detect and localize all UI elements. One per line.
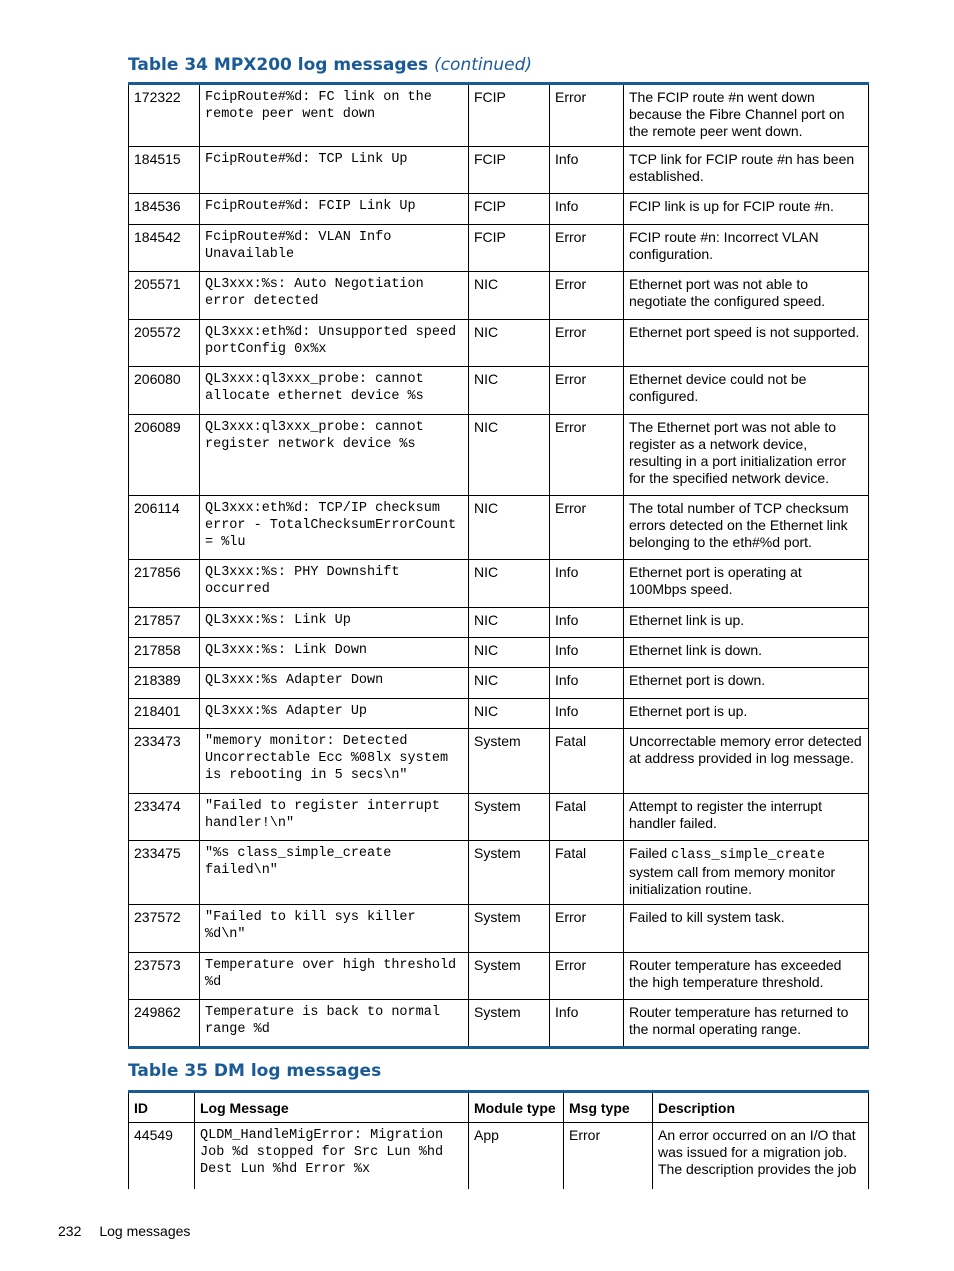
cell-id: 237573 — [129, 953, 200, 1000]
cell-msg-type: Error — [564, 1123, 653, 1190]
cell-log-message: QL3xxx:%s: PHY Downshift occurred — [200, 560, 469, 608]
cell-module-type: System — [469, 794, 550, 841]
table-35-caption: Table 35 DM log messages — [128, 1061, 382, 1081]
cell-description: Ethernet port is down. — [624, 668, 869, 699]
cell-module-type: NIC — [469, 272, 550, 320]
cell-id: 217858 — [129, 638, 200, 668]
cell-description: Router temperature has exceeded the high temperature threshold. — [624, 953, 869, 1000]
cell-module-type: System — [469, 729, 550, 794]
cell-msg-type: Info — [550, 699, 624, 729]
cell-module-type: NIC — [469, 415, 550, 496]
cell-id: 217857 — [129, 608, 200, 638]
table-row — [129, 953, 869, 1000]
table-row — [129, 1123, 869, 1190]
cell-msg-type: Fatal — [550, 841, 624, 905]
cell-description: Ethernet device could not be configured. — [624, 367, 869, 415]
cell-id: 218389 — [129, 668, 200, 699]
cell-description: TCP link for FCIP route #n has been established. — [624, 147, 869, 194]
cell-log-message: "Failed to kill sys killer %d\n" — [200, 905, 469, 953]
cell-description: FCIP link is up for FCIP route #n. — [624, 194, 869, 225]
cell-module-type: NIC — [469, 638, 550, 668]
cell-log-message: FcipRoute#%d: FC link on the remote peer went down — [200, 84, 469, 147]
cell-id: 233473 — [129, 729, 200, 794]
cell-description: Attempt to register the interrupt handler failed. — [624, 794, 869, 841]
cell-description: Failed to kill system task. — [624, 905, 869, 953]
cell-id: 44549 — [129, 1123, 195, 1190]
cell-module-type: NIC — [469, 608, 550, 638]
cell-description: The total number of TCP checksum errors detected on the Ethernet link belonging to the eth#%d port. — [624, 496, 869, 560]
cell-log-message: QL3xxx:%s: Link Down — [200, 638, 469, 668]
cell-log-message: QL3xxx:%s: Link Up — [200, 608, 469, 638]
page-footer — [58, 1223, 190, 1239]
cell-id: 172322 — [129, 84, 200, 147]
cell-msg-type: Error — [550, 415, 624, 496]
cell-msg-type: Info — [550, 638, 624, 668]
table-row — [129, 1000, 869, 1048]
cell-log-message: QL3xxx:ql3xxx_probe: cannot allocate ethernet device %s — [200, 367, 469, 415]
cell-log-message: QLDM_HandleMigError: Migration Job %d stopped for Src Lun %hd Dest Lun %hd Error %x — [195, 1123, 469, 1190]
cell-description: Ethernet port speed is not supported. — [624, 320, 869, 367]
header-description: Description — [653, 1092, 869, 1123]
cell-id: 206089 — [129, 415, 200, 496]
table-row — [129, 225, 869, 272]
cell-log-message: Temperature over high threshold %d — [200, 953, 469, 1000]
cell-module-type: FCIP — [469, 147, 550, 194]
cell-msg-type: Fatal — [550, 729, 624, 794]
cell-msg-type: Info — [550, 608, 624, 638]
cell-log-message: FcipRoute#%d: VLAN Info Unavailable — [200, 225, 469, 272]
cell-id: 206080 — [129, 367, 200, 415]
header-module-type: Module type — [469, 1092, 564, 1123]
cell-msg-type: Error — [550, 905, 624, 953]
cell-module-type: System — [469, 905, 550, 953]
table-row — [129, 320, 869, 367]
cell-description: Ethernet port is operating at 100Mbps speed. — [624, 560, 869, 608]
table-row — [129, 496, 869, 560]
table-row — [129, 841, 869, 905]
cell-module-type: System — [469, 953, 550, 1000]
cell-module-type: NIC — [469, 320, 550, 367]
table-row — [129, 638, 869, 668]
cell-id: 205572 — [129, 320, 200, 367]
cell-log-message: QL3xxx:eth%d: TCP/IP checksum error - TotalChecksumErrorCount = %lu — [200, 496, 469, 560]
cell-module-type: System — [469, 1000, 550, 1048]
cell-id: 217856 — [129, 560, 200, 608]
cell-log-message: QL3xxx:%s Adapter Down — [200, 668, 469, 699]
cell-id: 184536 — [129, 194, 200, 225]
table-35 — [128, 1090, 869, 1189]
cell-log-message: FcipRoute#%d: FCIP Link Up — [200, 194, 469, 225]
cell-msg-type: Info — [550, 147, 624, 194]
cell-log-message: QL3xxx:eth%d: Unsupported speed portConfig 0x%x — [200, 320, 469, 367]
table-row — [129, 794, 869, 841]
cell-log-message: FcipRoute#%d: TCP Link Up — [200, 147, 469, 194]
cell-id: 205571 — [129, 272, 200, 320]
cell-msg-type: Error — [550, 367, 624, 415]
table-row — [129, 668, 869, 699]
page-number: 232 — [58, 1223, 82, 1239]
cell-module-type: System — [469, 841, 550, 905]
cell-log-message: Temperature is back to normal range %d — [200, 1000, 469, 1048]
cell-module-type: NIC — [469, 496, 550, 560]
cell-description: FCIP route #n: Incorrect VLAN configuration. — [624, 225, 869, 272]
cell-log-message: "Failed to register interrupt handler!\n" — [200, 794, 469, 841]
header-id: ID — [129, 1092, 195, 1123]
header-msg-type: Msg type — [564, 1092, 653, 1123]
cell-module-type: FCIP — [469, 84, 550, 147]
cell-description: Ethernet port was not able to negotiate the configured speed. — [624, 272, 869, 320]
table-34-caption — [128, 55, 532, 75]
cell-msg-type: Error — [550, 84, 624, 147]
cell-description: Router temperature has returned to the normal operating range. — [624, 1000, 869, 1048]
cell-module-type: App — [469, 1123, 564, 1190]
cell-msg-type: Error — [550, 953, 624, 1000]
table-row — [129, 560, 869, 608]
cell-module-type: FCIP — [469, 194, 550, 225]
cell-description: The Ethernet port was not able to register as a network device, resulting in a port initialization error for the specified network device. — [624, 415, 869, 496]
header-log-message: Log Message — [195, 1092, 469, 1123]
cell-log-message: "memory monitor: Detected Uncorrectable Ecc %08lx system is rebooting in 5 secs\n" — [200, 729, 469, 794]
cell-description: Ethernet port is up. — [624, 699, 869, 729]
description-text: Failed — [629, 845, 672, 861]
table-row — [129, 608, 869, 638]
table-34-title: Table 34 MPX200 log messages — [128, 55, 429, 75]
cell-module-type: FCIP — [469, 225, 550, 272]
cell-id: 206114 — [129, 496, 200, 560]
table-row — [129, 415, 869, 496]
table-row — [129, 367, 869, 415]
cell-id: 249862 — [129, 1000, 200, 1048]
cell-msg-type: Error — [550, 496, 624, 560]
cell-id: 233474 — [129, 794, 200, 841]
table-row — [129, 729, 869, 794]
table-34 — [128, 82, 869, 1049]
cell-msg-type: Info — [550, 668, 624, 699]
cell-log-message: QL3xxx:ql3xxx_probe: cannot register network device %s — [200, 415, 469, 496]
cell-module-type: NIC — [469, 699, 550, 729]
cell-description: Uncorrectable memory error detected at address provided in log message. — [624, 729, 869, 794]
table-35-header-row — [129, 1092, 869, 1123]
cell-id: 184515 — [129, 147, 200, 194]
cell-msg-type: Info — [550, 560, 624, 608]
table-row — [129, 84, 869, 147]
cell-module-type: NIC — [469, 367, 550, 415]
table-row — [129, 194, 869, 225]
cell-description: The FCIP route #n went down because the Fibre Channel port on the remote peer went down. — [624, 84, 869, 147]
cell-msg-type: Error — [550, 272, 624, 320]
cell-log-message: QL3xxx:%s Adapter Up — [200, 699, 469, 729]
table-34-continued: (continued) — [434, 55, 533, 75]
cell-msg-type: Error — [550, 320, 624, 367]
cell-id: 184542 — [129, 225, 200, 272]
cell-module-type: NIC — [469, 560, 550, 608]
cell-log-message: "%s class_simple_create failed\n" — [200, 841, 469, 905]
table-row — [129, 905, 869, 953]
table-row — [129, 147, 869, 194]
cell-description — [624, 841, 869, 905]
cell-msg-type: Error — [550, 225, 624, 272]
footer-section: Log messages — [99, 1223, 191, 1239]
cell-msg-type: Info — [550, 194, 624, 225]
cell-description: An error occurred on an I/O that was issued for a migration job. The description provides the job — [653, 1123, 869, 1190]
cell-msg-type: Info — [550, 1000, 624, 1048]
cell-module-type: NIC — [469, 668, 550, 699]
table-row — [129, 272, 869, 320]
cell-description: Ethernet link is up. — [624, 608, 869, 638]
cell-id: 237572 — [129, 905, 200, 953]
cell-description: Ethernet link is down. — [624, 638, 869, 668]
cell-msg-type: Fatal — [550, 794, 624, 841]
description-text: system call from memory monitor initialization routine. — [629, 864, 836, 897]
table-34-body — [129, 84, 869, 1048]
cell-id: 218401 — [129, 699, 200, 729]
table-row — [129, 699, 869, 729]
cell-log-message: QL3xxx:%s: Auto Negotiation error detected — [200, 272, 469, 320]
description-code: class_simple_create — [671, 848, 825, 863]
cell-id: 233475 — [129, 841, 200, 905]
